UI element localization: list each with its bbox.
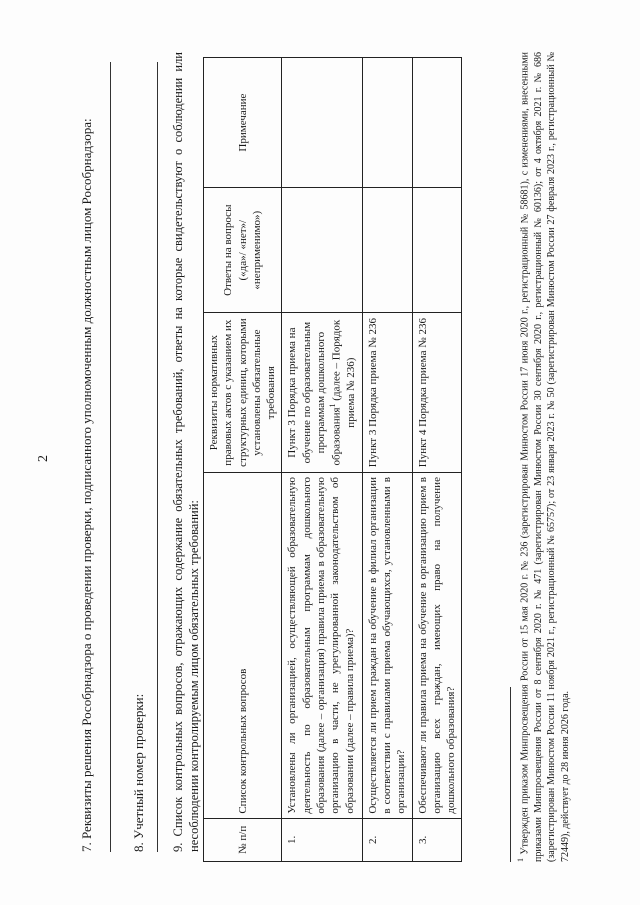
rotated-content <box>35 42 595 862</box>
table-row <box>282 58 362 862</box>
row-note-cell[interactable] <box>412 58 462 188</box>
row-requisite: Пункт 3 Порядка приема № 236 <box>362 313 412 473</box>
header-number: № п/п <box>204 818 282 861</box>
item-7-decision-requisites: 7. Реквизиты решения Рособрнадзора о проведении проверки, подписанного уполномоченным должностным лицом Рособрнадзора: <box>79 118 94 852</box>
row-note-cell[interactable] <box>282 58 362 188</box>
fill-in-line-8 <box>157 62 158 852</box>
row-number: 1. <box>282 818 362 861</box>
row-answer-cell[interactable] <box>412 188 462 313</box>
header-requisites: Реквизиты нормативных правовых актов с указанием их структурных единиц, которыми установлены обязательные требования <box>204 313 282 473</box>
header-note: Примечание <box>204 58 282 188</box>
item-8-check-number: 8. Учетный номер проверки: <box>131 693 146 852</box>
row-answer-cell[interactable] <box>282 188 362 313</box>
header-answers: Ответы на вопросы («да»/ «нет»/ «неприменимо») <box>204 188 282 313</box>
page-number: 2 <box>36 455 51 462</box>
item-9-checklist-intro: 9. Список контрольных вопросов, отражающих содержание обязательных требований, ответы на которые свидетельствуют о соблюдении или несоблюдении контролируемым лицом обязательных требований: <box>171 52 202 852</box>
row-note-cell[interactable] <box>362 58 412 188</box>
fill-in-line-7 <box>110 62 111 852</box>
row-number: 2. <box>362 818 412 861</box>
header-questions: Список контрольных вопросов <box>204 473 282 819</box>
table-header-row <box>204 58 282 862</box>
row-requisite: Пункт 3 Порядка приема на обучение по образовательным программам дошкольного образования$^1$ (далее – Порядок приема № 236) <box>282 313 362 473</box>
row-number: 3. <box>412 818 462 861</box>
footnote-reference: 1 <box>328 403 338 408</box>
row-question: Установлены ли организацией, осуществляющей образовательную деятельность по образовательным программам дошкольного образования (далее – организация) правила приема в образовательную организацию в части, не урегулированной законодательством об образовании (далее – правила приема)? <box>282 473 362 819</box>
footnote-separator <box>510 687 511 862</box>
row-question: Осуществляется ли прием граждан на обучение в филиал организации в соответствии с правилами приема обучающихся, установленными в организации? <box>362 473 412 819</box>
table-row <box>362 58 412 862</box>
footnote-mark: 1 <box>516 858 525 862</box>
row-question: Обеспечивают ли правила приема на обучение в организацию прием в организацию всех граждан, имеющих право на получение дошкольного образования? <box>412 473 462 819</box>
footnote <box>516 52 572 862</box>
row-requisite: Пункт 4 Порядка приема № 236 <box>412 313 462 473</box>
footnote-text: Утвержден приказом Минпросвещения России от 15 мая 2020 г. № 236 (зарегистрирован Минюстом России 17 июня 2020 г., регистрационный № 58681), с изменениями, внесенными приказами Минпросвещения России от 8 сентября 2020 г. № 471 (зарегистрирован Минюстом России 30 сентября 2020 г., регистрационный № 60136); от 4 октября 2021 г. № 686 (зарегистрирован Минюстом России 11 ноября 2021 г., регистрационный № 65757); от 23 января 2023 г. № 50 (зарегистрирован Минюстом России 27 февраля 2023 г., регистрационный № 72449), действует до 28 июня 2026 года. <box>519 51 571 862</box>
checklist-table <box>203 57 462 862</box>
row-answer-cell[interactable] <box>362 188 412 313</box>
table-row <box>412 58 462 862</box>
